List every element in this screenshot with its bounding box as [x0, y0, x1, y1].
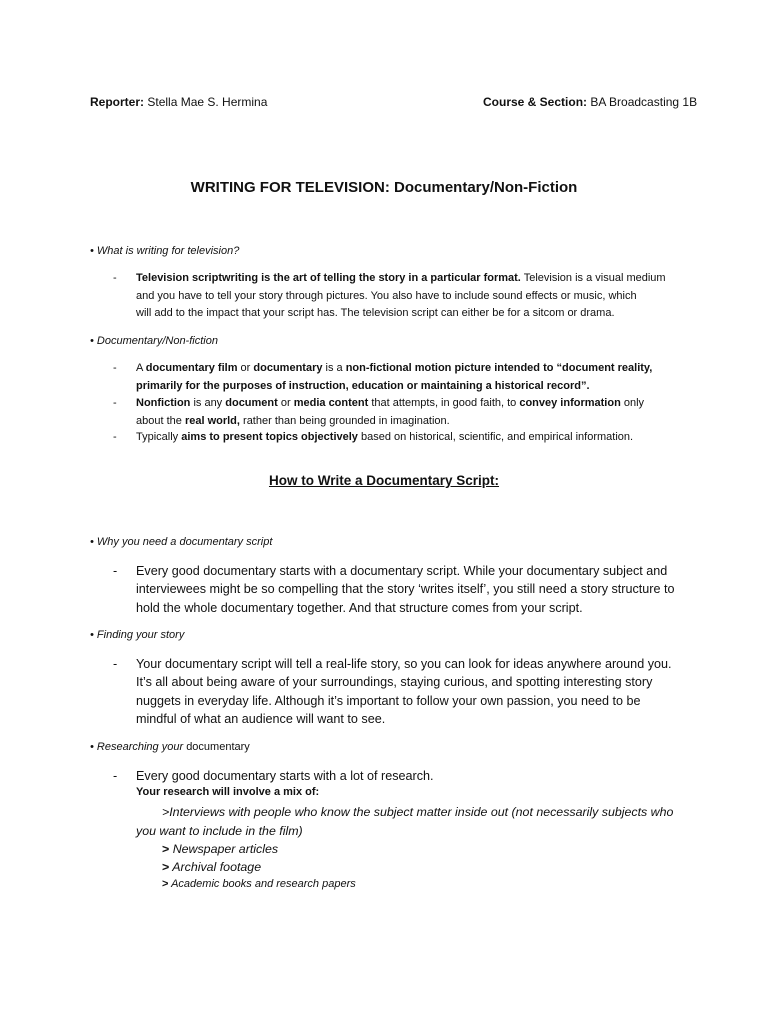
bold-text: convey information: [519, 397, 621, 409]
bold-text: Your research will involve a mix of:: [136, 786, 320, 798]
list-item-tv-scriptwriting: [136, 270, 696, 323]
text-span: A: [136, 362, 146, 374]
research-sub-interviews-line2: you want to include in the film): [136, 824, 303, 838]
bold-text: real world,: [184, 414, 240, 427]
text-span: Academic books and research papers: [168, 878, 356, 890]
section-heading-documentary: • Documentary/Non-fiction: [90, 335, 218, 347]
bold-text: Television scriptwriting is the art of telling the story in a particular format.: [136, 272, 521, 284]
course-label: Course & Section:: [483, 95, 588, 109]
list-dash: -: [113, 769, 118, 783]
section-heading-researching: [90, 741, 250, 754]
bold-text: documentary: [253, 362, 323, 374]
text-span: is any: [190, 397, 226, 409]
text-span: documentary: [186, 741, 250, 753]
list-item-research: [136, 767, 696, 785]
list-item-documentary-film: [136, 360, 696, 395]
bold-text: primarily for the purposes of instruction, education or maintaining a historical record”.: [136, 379, 590, 392]
bold-text: Nonfiction: [136, 397, 191, 409]
reporter-line: [90, 95, 267, 109]
text-line: Your documentary script will tell a real-life story, so you can look for ideas anywhere around you.: [136, 657, 672, 671]
text-line: interviewees might be so compelling that the story ‘writes itself’, you still need a story structure to: [136, 582, 675, 597]
text-line: [136, 270, 696, 288]
section-heading-why-script: • Why you need a documentary script: [90, 536, 273, 548]
list-item-finding-story: [136, 655, 696, 728]
arrow-marker: >: [162, 860, 170, 874]
list-item-why-script: [136, 562, 696, 617]
text-line: It’s all about being aware of your surroundings, staying curious, and spotting interesting story: [136, 675, 653, 690]
list-dash: -: [113, 657, 118, 671]
text-span: only: [620, 397, 645, 409]
text-span: Television is a visual medium: [520, 272, 666, 284]
reporter-name: Stella Mae S. Hermina: [147, 95, 268, 109]
research-sub-interviews-line1: >Interviews with people who know the subject matter inside out (not necessarily subjects who: [162, 805, 674, 819]
bold-text: media content: [293, 397, 369, 409]
text-line: hold the whole documentary together. And that structure comes from your script.: [136, 600, 583, 615]
list-dash: -: [113, 362, 117, 374]
text-span: Typically: [136, 431, 182, 443]
list-dash: -: [113, 397, 117, 409]
text-span: based on historical, scientific, and empirical information.: [357, 431, 634, 443]
text-line: [136, 378, 696, 396]
text-span: rather than being grounded in imagination.: [239, 414, 450, 427]
course-line: [483, 95, 697, 109]
research-sub-academic: [162, 877, 356, 891]
text-line: Every good documentary starts with a lot of research.: [136, 769, 434, 783]
arrow-marker: >: [162, 842, 170, 856]
text-span: about the: [136, 414, 185, 427]
text-span: or: [277, 397, 294, 409]
text-line: [136, 360, 696, 378]
text-line: [136, 413, 696, 431]
text-span: or: [237, 362, 254, 374]
text-line: will add to the impact that your script has. The television script can either be for a sitcom or drama.: [136, 307, 615, 319]
bold-text: non-fictional motion picture intended to “document reality,: [345, 362, 653, 374]
text-span: that attempts, in good faith, to: [368, 397, 520, 409]
text-span: Archival footage: [169, 860, 262, 874]
research-sub-newspaper: [162, 840, 278, 858]
document-title: WRITING FOR TELEVISION: Documentary/Non-Fiction: [190, 179, 578, 196]
section-heading-writing-tv: • What is writing for television?: [90, 245, 240, 257]
bold-text: aims to present topics objectively: [181, 431, 358, 443]
research-mix-intro: [136, 785, 696, 799]
text-line: Every good documentary starts with a documentary script. While your documentary subject and: [136, 564, 668, 578]
text-line: mindful of what an audience will want to see.: [136, 711, 386, 726]
text-span: • Researching your: [90, 741, 187, 753]
section-subtitle: How to Write a Documentary Script:: [268, 473, 500, 488]
course-value: BA Broadcasting 1B: [590, 95, 698, 109]
bold-text: document: [225, 397, 278, 409]
reporter-label: Reporter:: [90, 95, 145, 109]
arrow-marker: >: [162, 878, 169, 890]
list-dash: -: [113, 564, 118, 578]
list-item-typically: [136, 429, 696, 447]
research-sub-archival: [162, 858, 261, 876]
text-line: nuggets in everyday life. Although it’s important to follow your own passion, you need to be: [136, 693, 641, 708]
text-line: [136, 395, 696, 413]
text-line: and you have to tell your story through pictures. You also have to include sound effects or music, which: [136, 289, 637, 302]
text-line: [136, 429, 696, 447]
text-span: is a: [322, 362, 346, 374]
section-heading-finding-story: • Finding your story: [90, 629, 185, 641]
bold-text: documentary film: [145, 362, 238, 374]
list-dash: -: [113, 272, 117, 284]
list-item-nonfiction: [136, 395, 696, 430]
text-span: Newspaper articles: [169, 842, 279, 856]
list-dash: -: [113, 431, 117, 443]
